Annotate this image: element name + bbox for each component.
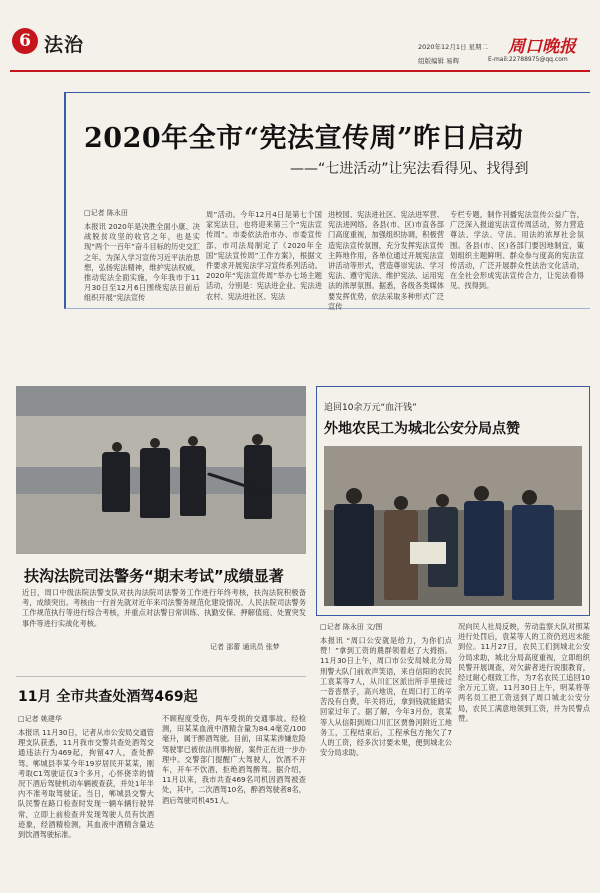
lead-column-3: 进校园、宪法进社区、宪法进军营、宪法进网络。各县(市、区)市直各部门高度重视，加强组织协调，积极营造宪法宣传氛围，充分发挥宪法宣传主阵地作用，各单位通过开展宪法宣讲活动等形式，营造尊崇宪法、学习宪法、遵守宪法、维护宪法、运用宪法的浓厚氛围。据悉，各级各类媒体要发挥优势，依法采取多种形式广泛宣传 xyxy=(328,210,444,311)
lead-column-1: 本报讯 2020年是决胜全面小康、决战脱贫攻坚的收官之年，也是实现“两个一百年”奋斗目标的历史交汇之年。为深入学习宣传习近平法治思想，弘扬宪法精神，维护宪法权威，推动宪法全面实施，今年我市于11月30日至12月6日围绕宪法日前后组织开展“宪法宣传 xyxy=(84,222,200,303)
wage-handover-photo xyxy=(324,446,582,606)
police-training-photo xyxy=(16,386,306,554)
newspaper-brand: 周口晚报 xyxy=(508,37,576,57)
header-rule xyxy=(10,70,590,72)
police-title: 扶沟法院司法警务“期末考试”成绩显著 xyxy=(24,567,284,585)
police-body: 近日，周口中级法院法警支队对扶沟法院司法警务工作进行年终考核，扶沟法院积极备考，成绩突出。考核由一行首先就对近年来司法警务规范化建设情况、人民法院司法警务工作规范执行等进行综合考核，并重点对法警日常训练、执勤安保、押解值庭、处置突发事件等进行实战化考核。 xyxy=(22,588,306,628)
drunk-column-1: 本报讯 11月30日，记者从市公安局交通管理支队获悉，11月我市交警共查处酒驾交通违法行为469起，拘留47人，查处醉驾。郸城县李某今年19岁居民开某某，刚考取C1驾驶证仅3个多月，心怀侥幸的情况下酒后驾驶机动车辆被查获，并处1年半内不准考取驾驶证。当日，郸城县交警大队民警在路口检查时发现一辆车辆行驶异常，立即上前检查并发现驾驶人员有饮酒迹象，经酒精检测，其血液中酒精含量达到饮酒驾驶标准。 xyxy=(18,728,154,840)
lead-headline: 2020年全市“宪法宣传周”昨日启动 xyxy=(84,123,524,154)
wage-byline: □记者 陈永田 文/图 xyxy=(320,623,383,631)
contact-email: E-mail:22788975@qq.com xyxy=(488,56,568,63)
lead-byline: □记者 陈永田 xyxy=(84,209,128,217)
wage-column-1: 本报讯 “周口公安就是给力，为你们点赞！”拿到工资的農群领着赵了大拇指。11月30日上午，周口市公安局城北分局刑警大队门前欢声笑语，来自信阳的农民工袁某等7人，从川汇区派出所手里接过一沓沓票子，高兴地说，在周口打工的辛苦没有白费，年关将近，拿到钱就能踏实回家过年了。据了解，今年3月份，袁某等人从信阳到周口川汇区贾鲁河附近工地务工，工程结束后，工程承包方拖欠了7人的工资，经多次讨要未果，便到城北公安分局求助。 xyxy=(320,636,452,758)
drunk-title: 11月 全市共查处酒驾469起 xyxy=(18,689,198,705)
drunk-byline: □记者 姚建华 xyxy=(18,715,62,723)
drunk-rule xyxy=(16,676,306,677)
section-title: 法治 xyxy=(44,34,85,56)
lead-subhead: ——“七进活动”让宪法看得见、找得到 xyxy=(290,161,529,177)
page-number: 6 xyxy=(12,28,38,54)
wage-column-2: 况向民人社局反映，劳动监察大队对照某进行处罚后，袁某等人的工资仍迟迟未能到位。11月27日，农民工们到城北公安分局求助，城北分局高度重视，立即组织民警开展调查，对欠薪者进行说服教育，经过耐心细致工作，为7名农民工追回10余万元工资。11月30日上午，明某将等两名员工把工资送到了周口城北公安分局，农民工满意地领到工资，并为民警点赞。 xyxy=(458,622,590,723)
lead-column-2: 周”活动。今年12月4日是第七个国家宪法日，也将迎来第三个“宪法宣传周”。市委依法治市办、市委宣传部、市司法局制定了《2020年全国“宪法宣传周”工作方案》，根据文件要求开展宪法学习宣传系列活动。2020年“宪法宣传周”举办七场主题活动，分别是：宪法进企业、宪法进农村、宪法进社区、宪法 xyxy=(206,210,322,301)
police-byline: 记者 邵蕾 通讯员 张梦 xyxy=(210,643,280,651)
wage-title: 外地农民工为城北公安分局点赞 xyxy=(324,421,520,437)
lead-column-4: 专栏专题，制作刊播宪法宣传公益广告，广泛深入报道宪法宣传周活动，努力营造尊法、学法、守法、用法的浓厚社会氛围。各县(市、区)各部门要因地制宜，策划组织主题鲜明、群众参与度高的宪法宣传活动，广泛开展群众性法治文化活动，在全社会形成宪法宣传合力，让宪法看得见、找得到。 xyxy=(450,210,584,291)
layout-editor: 组版编辑 易辉 xyxy=(418,57,460,65)
drunk-column-2: 不顾程度受伤，两车受损的交通事故。经检测，田某某血液中酒精含量为84.4毫克/100毫升，属于醉酒驾驶。目前，田某某涉嫌危险驾驶罪已被依法刑事拘留，案件正在进一步办理中。交警部门提醒广大驾驶人，饮酒不开车，开车不饮酒，拒绝酒驾醉驾。据介绍，11月以来，我市共查469名司机因酒驾被查处，其中，二次酒驾10名，醉酒驾驶者8名，酒后驾驶司机451人。 xyxy=(162,714,306,805)
wage-kicker: 追回10余万元“血汗钱” xyxy=(324,403,417,413)
issue-date: 2020年12月1日 星期二 xyxy=(418,43,489,51)
